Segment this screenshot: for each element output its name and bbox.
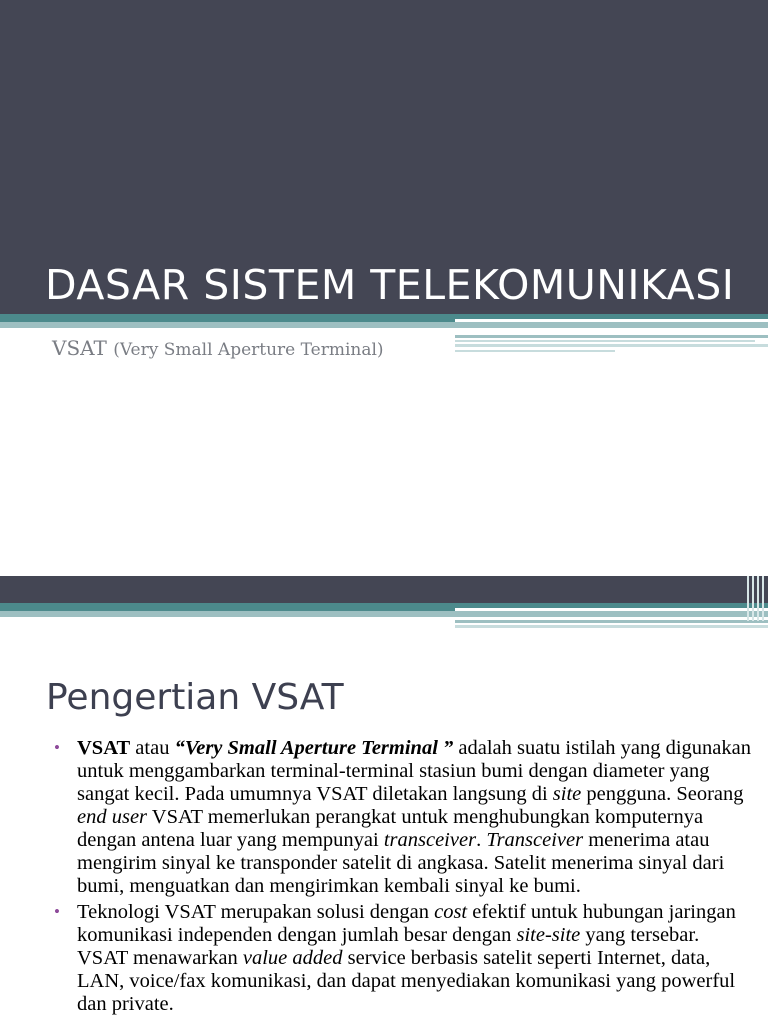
text: pengguna. Seorang (581, 783, 744, 805)
text: yang tersebar. VSAT menawarkan (77, 924, 700, 969)
subtitle-vsat: VSAT (52, 336, 107, 360)
text: atau (130, 737, 175, 759)
term-vsat: VSAT (77, 737, 131, 759)
term-quote: “Very Small Aperture Terminal ” (174, 737, 454, 759)
text: Teknologi VSAT merupakan solusi dengan (77, 901, 435, 923)
text: efektif untuk hubungan jaringan komunikasi independen dengan jumlah besar dengan (77, 901, 736, 946)
text: menerima atau mengirim sinyal ke transponder satelit di angkasa. Satelit menerima sinyal dari bumi, menguatkan dan mengirimkan kembali sinyal ke bumi. (77, 829, 725, 897)
slide-title: DASAR SISTEM TELEKOMUNIKASI (45, 261, 735, 309)
bullet-item-vsat-definition (54, 737, 754, 898)
bullet-list (54, 737, 754, 1019)
text: VSAT memerlukan perangkat untuk menghubungkan komputernya dengan antena luar yang mempunyai (77, 806, 704, 851)
italic-term: transceiver (383, 829, 477, 851)
text: service berbasis satelit seperti Internet, data, LAN, voice/fax komunikasi, dan dapat menyediakan komunikasi yang powerful dan private. (77, 947, 736, 1015)
italic-term: Transceiver (486, 829, 584, 851)
italic-term: site-site (516, 924, 581, 946)
bullet-item-vsat-technology (54, 901, 754, 1016)
slide-subtitle (52, 336, 384, 360)
subtitle-expansion: (Very Small Aperture Terminal) (113, 340, 384, 360)
italic-term: value added (242, 947, 343, 969)
slide-heading: Pengertian VSAT (46, 677, 344, 718)
text: adalah suatu istilah yang digunakan untuk menggambarkan terminal-terminal stasiun bumi dengan diameter yang sangat kecil. Pada umumnya VSAT diletakan langsung di (77, 737, 752, 805)
italic-term: cost (434, 901, 468, 923)
content-slide (0, 576, 768, 1024)
italic-term: end user (77, 806, 148, 828)
header-band (0, 576, 768, 603)
text: . (476, 829, 487, 851)
italic-term: site (552, 783, 582, 805)
